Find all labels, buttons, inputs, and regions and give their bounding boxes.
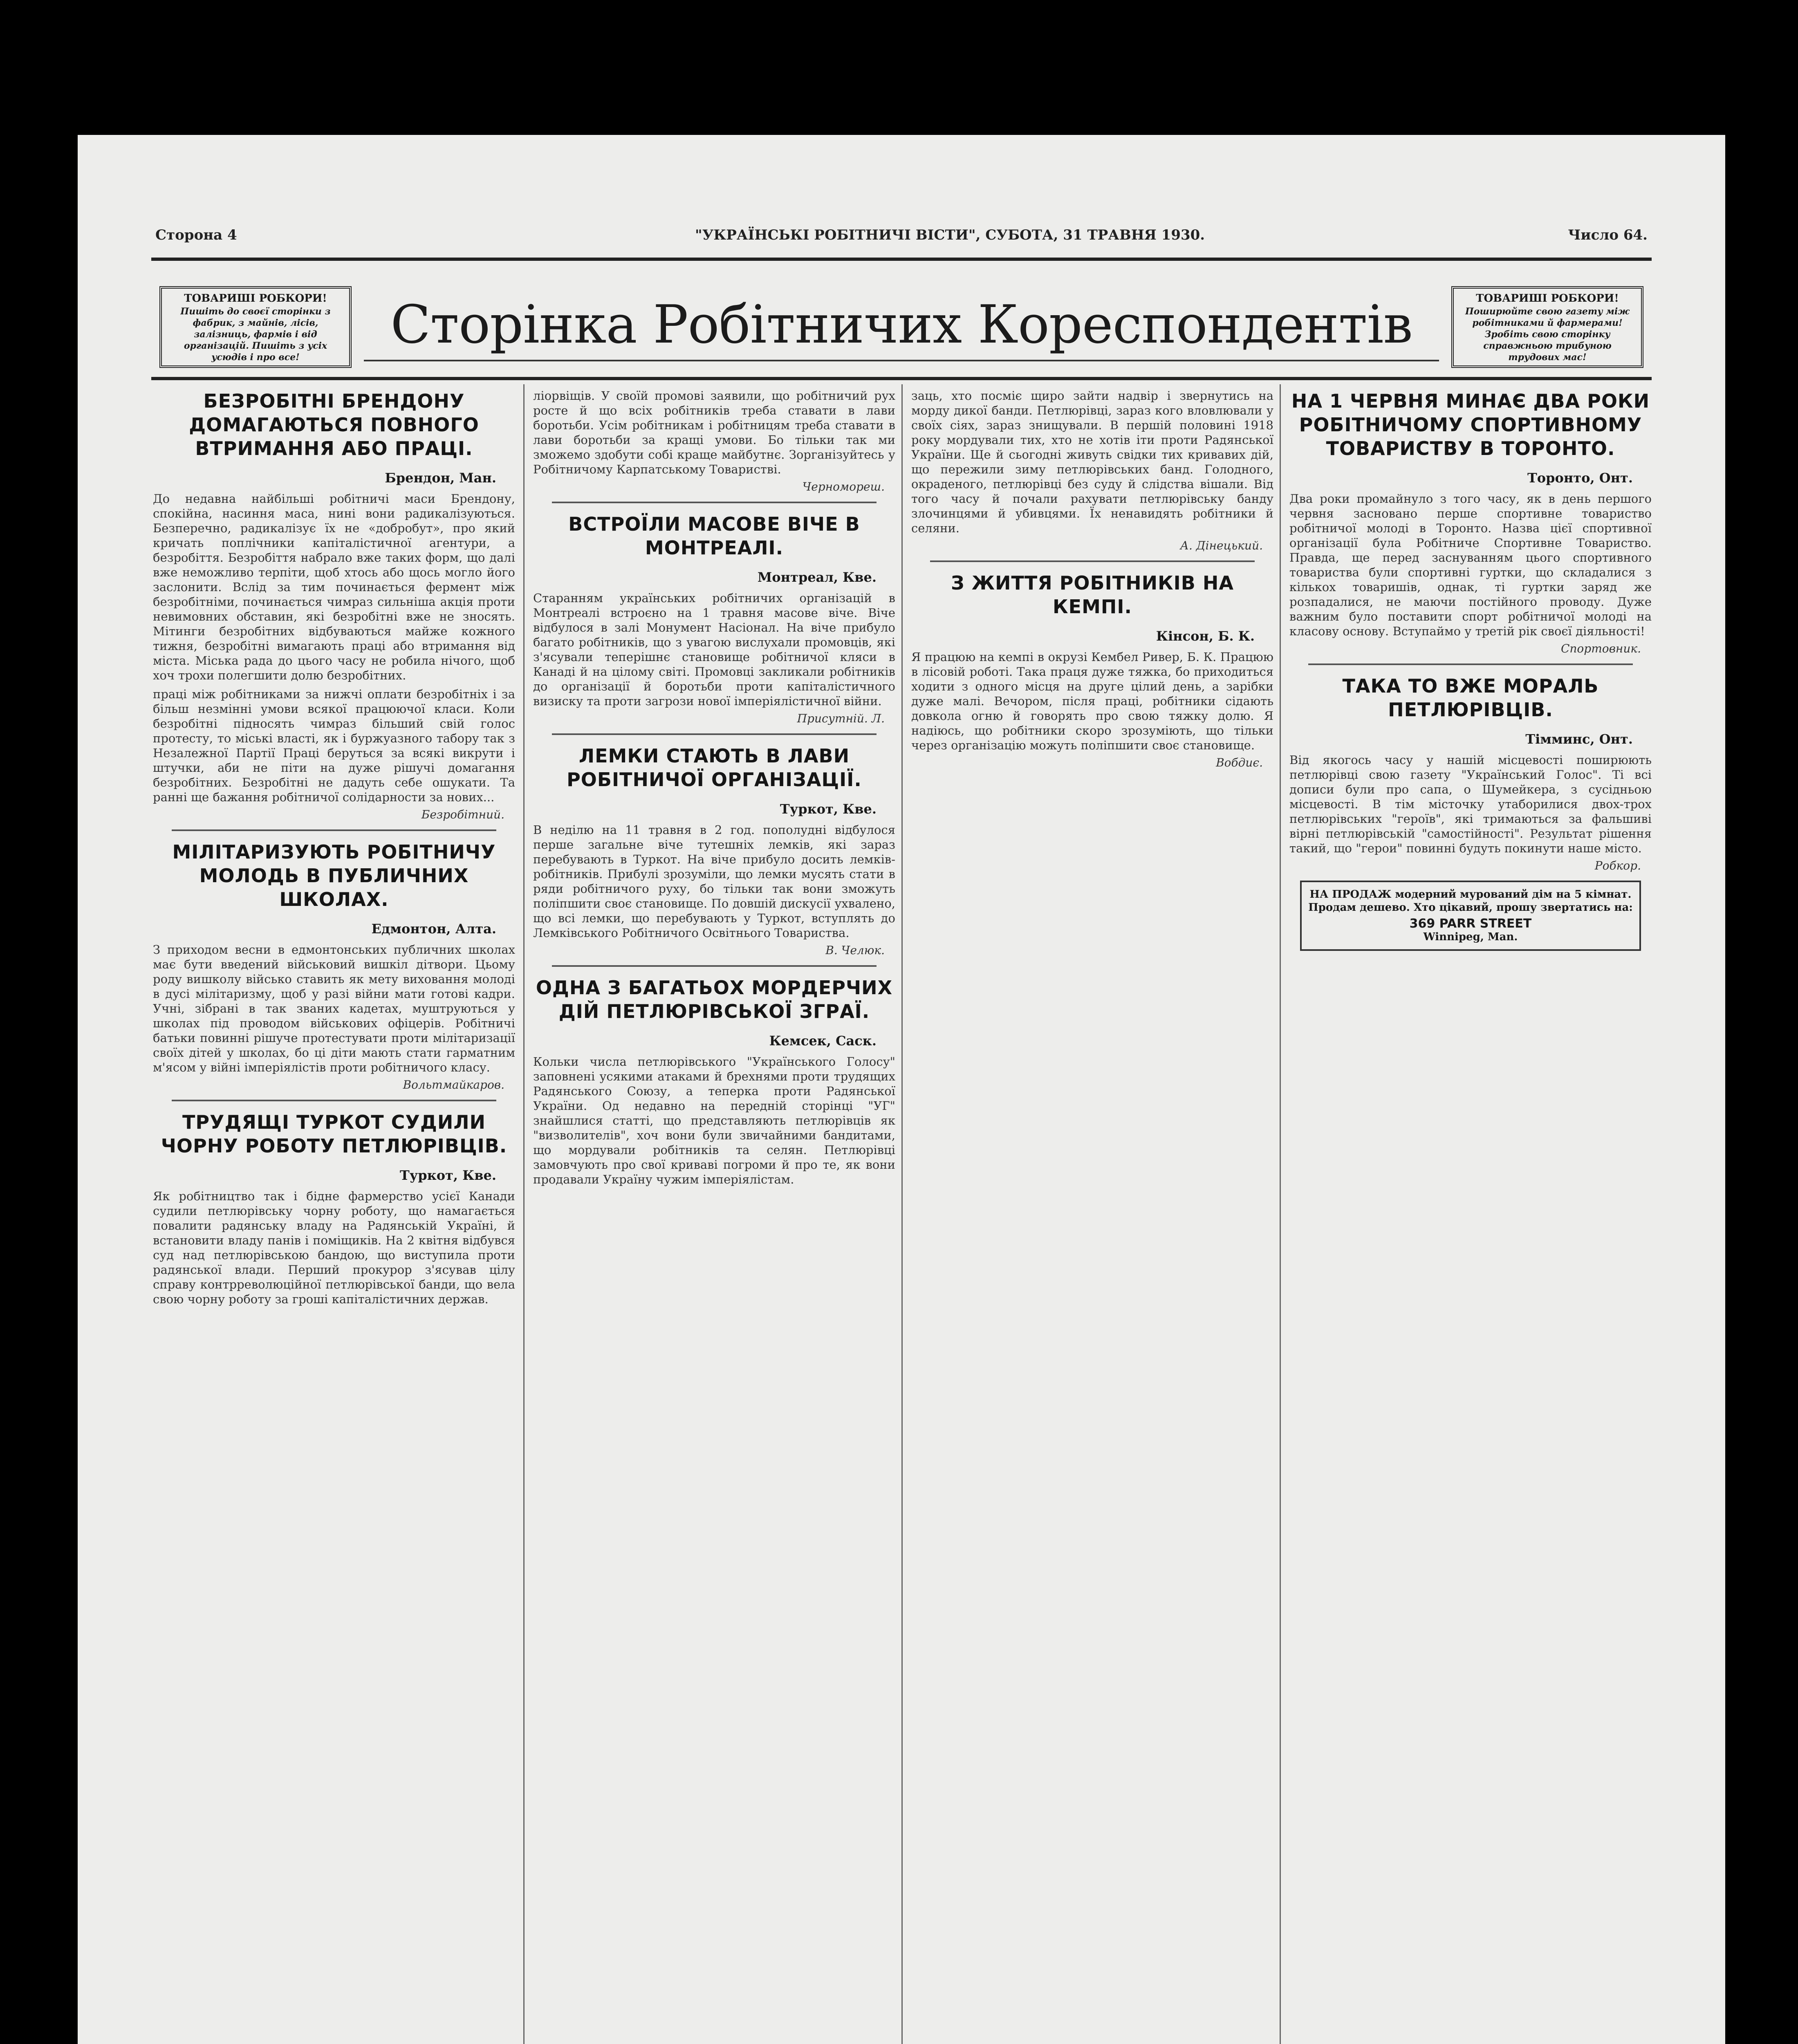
signature-moral: Робкор. — [1594, 859, 1641, 872]
ear-right-text: Поширюйте свою газету між робітниками й фармерами! Зробіть свою сторінку справжньою трибуною трудових мас! — [1465, 306, 1630, 363]
article-separator — [172, 829, 496, 831]
column-divider — [901, 384, 903, 2044]
article-lemky-body: В неділю на 11 травня в 2 год. пополудні відбулося перше загальне віче тутешніх лемків, які зараз перебувають в Туркот. На віче прибуло досить лемків-робітників. Прибулі зрозуміли, що лемки мусять стати в ряди робітничого руху, бо тільки так вони зможуть поліпшити своє становище. По довшій дискусії ухвалено, що всі лемки, що перебувають у Туркот, вступлять до Лемківського Робітничого Освітнього Товариства. — [533, 823, 895, 940]
dateline-lemky: Туркот, Кве. — [780, 801, 877, 817]
headline-turkot: ТРУДЯЩІ ТУРКОТ СУДИЛИ ЧОРНУ РОБОТУ ПЕТЛЮРІВЦІВ. — [161, 1111, 507, 1157]
signature-montreal: Присутній. Л. — [797, 712, 885, 725]
ad-text: НА ПРОДАЖ модерний муровaний дім на 5 кімнат. Продам дешево. Хто цікавий, прошу звертатись на: — [1308, 888, 1633, 914]
headline-lemky: ЛЕМКИ СТАЮТЬ В ЛАВИ РОБІТНИЧОЇ ОРГАНІЗАЦІЇ. — [567, 745, 862, 791]
ear-right-title: ТОВАРИШІ РОБКОРИ! — [1476, 292, 1619, 305]
headline-kempi: З ЖИТТЯ РОБІТНИКІВ НА КЕМПІ. — [951, 572, 1234, 618]
article-kempi-body: Я працюю на кемпі в окрузі Кембел Ривер, Б. К. Працюю в лісовій роботі. Така праця дуже тяжка, бо приходиться ходити з одного місця на друге цілий день, а зарібки дуже малі. Вечором, після праці, робітники сідають довкола огню й говорять про свою тяжку долю. Я надіюсь, що робітники скоро зрозуміють, що тільки через організацію можуть поліпшити своє становище. — [911, 650, 1273, 752]
column-2 — [527, 380, 901, 2044]
ad-address: 369 PARR STREET — [1409, 917, 1532, 931]
paper-title-date: "УКРАЇНСЬКІ РОБІТНИЧІ ВІСТИ", СУБОТА, 31 ТРАВНЯ 1930. — [695, 227, 1205, 243]
dateline-turkot: Туркот, Кве. — [399, 1168, 496, 1183]
headline-moral: ТАКА ТО ВЖЕ МОРАЛЬ ПЕТЛЮРІВЦІВ. — [1342, 675, 1599, 721]
ear-right — [1451, 286, 1643, 368]
newspaper-page — [78, 135, 1725, 2044]
article-toronto-sport-body: Два роки промайнуло з того часу, як в день першого червня засновано перше спортивне товариство робітничої молоді в Торонто. Назва цієї спортивної організації була Робітниче Спортивне Товариство. Правда, ще перед заснуванням цього спортивного товариства були спортивні гуртки, що складалися з кількох товаришів, однак, ті гуртки заряд же розпадалися, не маючи постійного проводу. Дуже важним було поставити спорт робітничої молоді на класову основу. Вступаймо у третій рік своєї діяльності! — [1289, 492, 1652, 638]
article-separator — [172, 1100, 496, 1101]
headline-brandon: БЕЗРОБІТНІ БРЕНДОНУ ДОМАГАЮТЬСЯ ПОВНОГО ВТРИМАННЯ АБО ПРАЦІ. — [189, 390, 479, 459]
ear-left-text: Пишіть до своєї сторінки з фабрик, з майнів, лісів, залізниць, фармів і від організацій. Пишіть з усіх усюдів і про все! — [180, 306, 331, 363]
headline-toronto-sport: НА 1 ЧЕРВНЯ МИНАЄ ДВА РОКИ РОБІТНИЧОМУ СПОРТИВНОМУ ТОВАРИСТВУ В ТОРОНТО. — [1291, 390, 1650, 459]
signature-petliura: А. Дінецький. — [1180, 539, 1263, 552]
article-militarize-body: З приходом весни в едмонтонських публичних школах має бути введений військовий вишкіл дітвори. Цьому роду вишколу військо ставить як мету виховання молоді в дусі мілітаризму, щоб у разі війни мати готові кадри. Учні, зібрані в так званих кадетах, муштруються у школах під проводом військових офіцерів. Робітничі батьки повинні рішуче протестувати проти мілітаризації своїх дітей у школах, бо ці діти мають стати гарматним м'ясом у війні імперіялістів проти робітничого класу. — [153, 943, 515, 1074]
article-brandon-body: До недавна найбільші робітничі маси Брендону, спокійна, насиння маса, нині вони радикалізуються. Безперечно, радикалізує їх не «добробут», про який кричать поплічники капіталістичної агентури, а безробіття. Безробіття набрало вже таких форм, що далі вже неможливо терпіти, щоб хтось або щось могло його заслонити. Вслід за тим починається фермент між безробітніми, починається чимраз сильніша акція проти невимовних обставин, які безробітні вже не зносять. Мітинги безробітних відбуваються майже кожного тижня, безробітні вимагають праці або втримання від міста. Міська рада до цього часу не робила нічого, щоб хоч трохи полегшити долю безробітних. — [153, 492, 515, 682]
page-number: Сторона 4 — [155, 227, 237, 243]
signature-militarize: Вольтмайкаров. — [403, 1078, 504, 1091]
article-montreal-body: Старанням українських робітничих організацій в Монтреалі встроєно на 1 травня масове віче. Віче відбулося в залі Монумент Насіонал. На віче прибуло багато робітників, що з увагою вислухали промовців, які з'ясували теперішнє становище робітничої кляси в Канаді й на цілому світі. Промовці закликали робітників до організації й боротьби проти капіталістичного визиску та проти загрози нової імперіялістичної війни. — [533, 591, 895, 708]
signature-kempi: Вобдиє. — [1216, 756, 1263, 769]
signature-krakow: Черномореш. — [802, 480, 885, 493]
ear-left — [159, 286, 352, 368]
article-turkot-body: Як робітництво так і бідне фармерство усієї Канади судили петлюрівську чорну роботу, що намагається повалити радянську владу на Радянській Україні, й встановити владу панів і поміщиків. На 2 квітня відбувся суд над петлюрівською бандою, що виступила проти радянської влади. Перший прокурор з'ясував цілу справу контрреволюційної петлюрівської банди, що вела свою чорну роботу за гроші капіталістичних держав. — [153, 1189, 515, 1306]
column-1 — [147, 380, 521, 2044]
article-krakow-body: ліорвіщів. У своїй промові заявили, що робітничий рух росте й що всіх робітників треба ставати в лави боротьби. Усім робітникам і робітницям треба ставати в лави боротьби за кращі умови. Бо тільки так ми зможемо здобути собі краще майбутнє. Зорганізуйтесь у Робітничому Карпатському Товаристві. — [533, 389, 895, 476]
classified-ad — [1300, 881, 1641, 951]
article-kemsek-body: Кольки числа петлюрівського "Українського Голосу" заповнені усякими атаками й брехнями проти трудящих Радянського Союзу, а теперка проти Радянської України. Од недавно на передній сторінці "УГ" знайшлися статті, що представляють петлюрівців як "визволителів", хоч вони були звичайними бандитами, що мордували робітників та селян. Петлюрівці замовчують про свої криваві погроми й про те, як вони продавали Україну чужим імперіялістам. — [533, 1055, 895, 1186]
article-separator — [552, 733, 877, 735]
article-moral-body: Від якогось часу у нашій місцевості поширюють петлюрівці свою газету "Український Голос". Ті всі дописи були про сапа, о Шумейкера, з сусідньою місцевості. В тім місточку утаборилися двох-трох петлюрівських "героїв", які тримаються за фальшиві вірні петлюрівській "самостійності". Результат рішення такий, що "герои" повинні будуть покинути наше місто. — [1289, 753, 1652, 855]
dateline-montreal: Монтреал, Кве. — [757, 569, 877, 585]
ad-city: Winnipeg, Man. — [1423, 931, 1518, 943]
signature-brandon: Безробітний. — [421, 808, 504, 821]
top-rule — [151, 258, 1652, 261]
article-separator — [552, 965, 877, 967]
dateline-kempi: Кінсон, Б. К. — [1156, 628, 1255, 644]
headline-montreal: ВСТРОЇЛИ МАСОВЕ ВІЧЕ В МОНТРЕАЛІ. — [568, 513, 860, 559]
headline-kemsek: ОДНА З БАГАТЬОХ МОРДЕРЧИХ ДІЙ ПЕТЛЮРІВСЬКОЇ ЗГРАЇ. — [536, 977, 893, 1022]
article-separator — [1308, 663, 1633, 665]
masthead-banner — [151, 282, 1652, 376]
column-3 — [906, 380, 1279, 2044]
ear-left-title: ТОВАРИШІ РОБКОРИ! — [184, 292, 327, 305]
issue-number: Число 64. — [1568, 227, 1648, 243]
headline-militarize: МІЛІТАРИЗУЮТЬ РОБІТНИЧУ МОЛОДЬ В ПУБЛИЧНИХ ШКОЛАХ. — [172, 841, 496, 910]
column-4 — [1284, 380, 1657, 2044]
article-brandon-body-2: праці між робітниками за нижчі оплати безробітніх і за більш незмінні умови всякої працюючої класи. Коли безробітні підносять чимраз більший свій голос протесту, то міські власті, як і буржуазного табору так з Незалежної Партії Праці беруться за всякі викрути і штучки, аби не піти на дуже рішучі домагання безробітних. Безробітні не дадуть себе ошукати. Та ранні ще бажання робітничої солідарности за нових... — [153, 687, 515, 804]
dateline-moral: Тімминс, Онт. — [1525, 731, 1633, 747]
column-divider — [523, 384, 525, 2044]
dateline-brandon: Брендон, Ман. — [385, 470, 496, 486]
dateline-toronto-sport: Торонто, Онт. — [1527, 470, 1633, 486]
article-petliura-body: заць, хто посміє щиро зайти надвір і звернутись на морду дикої банди. Петлюрівці, зараз кого вловлювали у своїх сіях, зараз знищували. В першій половині 1918 року мордували тих, хто не хотів іти проти Радянської України. Ще й сьогодні живуть свідки тих кривавих дій, що пережили зиму петлюрівських банд. Голодного, окраденого, петлюрівці без суду й слідства вішали. Від того часу й почали рахувати петлюрівську банду злочинцями й убивцями. Їх ненавидять робітники й селяни. — [911, 389, 1273, 535]
article-separator — [930, 560, 1255, 562]
banner-rule — [151, 377, 1652, 380]
dateline-militarize: Едмонтон, Алта. — [371, 921, 496, 937]
signature-lemky: В. Челюк. — [825, 944, 885, 957]
folio-line — [155, 227, 1648, 251]
dateline-kemsek: Кемсек, Саск. — [769, 1033, 877, 1049]
column-divider — [1280, 384, 1281, 2044]
page-title: Сторінка Робітничих Кореспондентів — [364, 290, 1439, 361]
article-separator — [552, 502, 877, 503]
signature-toronto-sport: Спортовник. — [1560, 642, 1641, 655]
